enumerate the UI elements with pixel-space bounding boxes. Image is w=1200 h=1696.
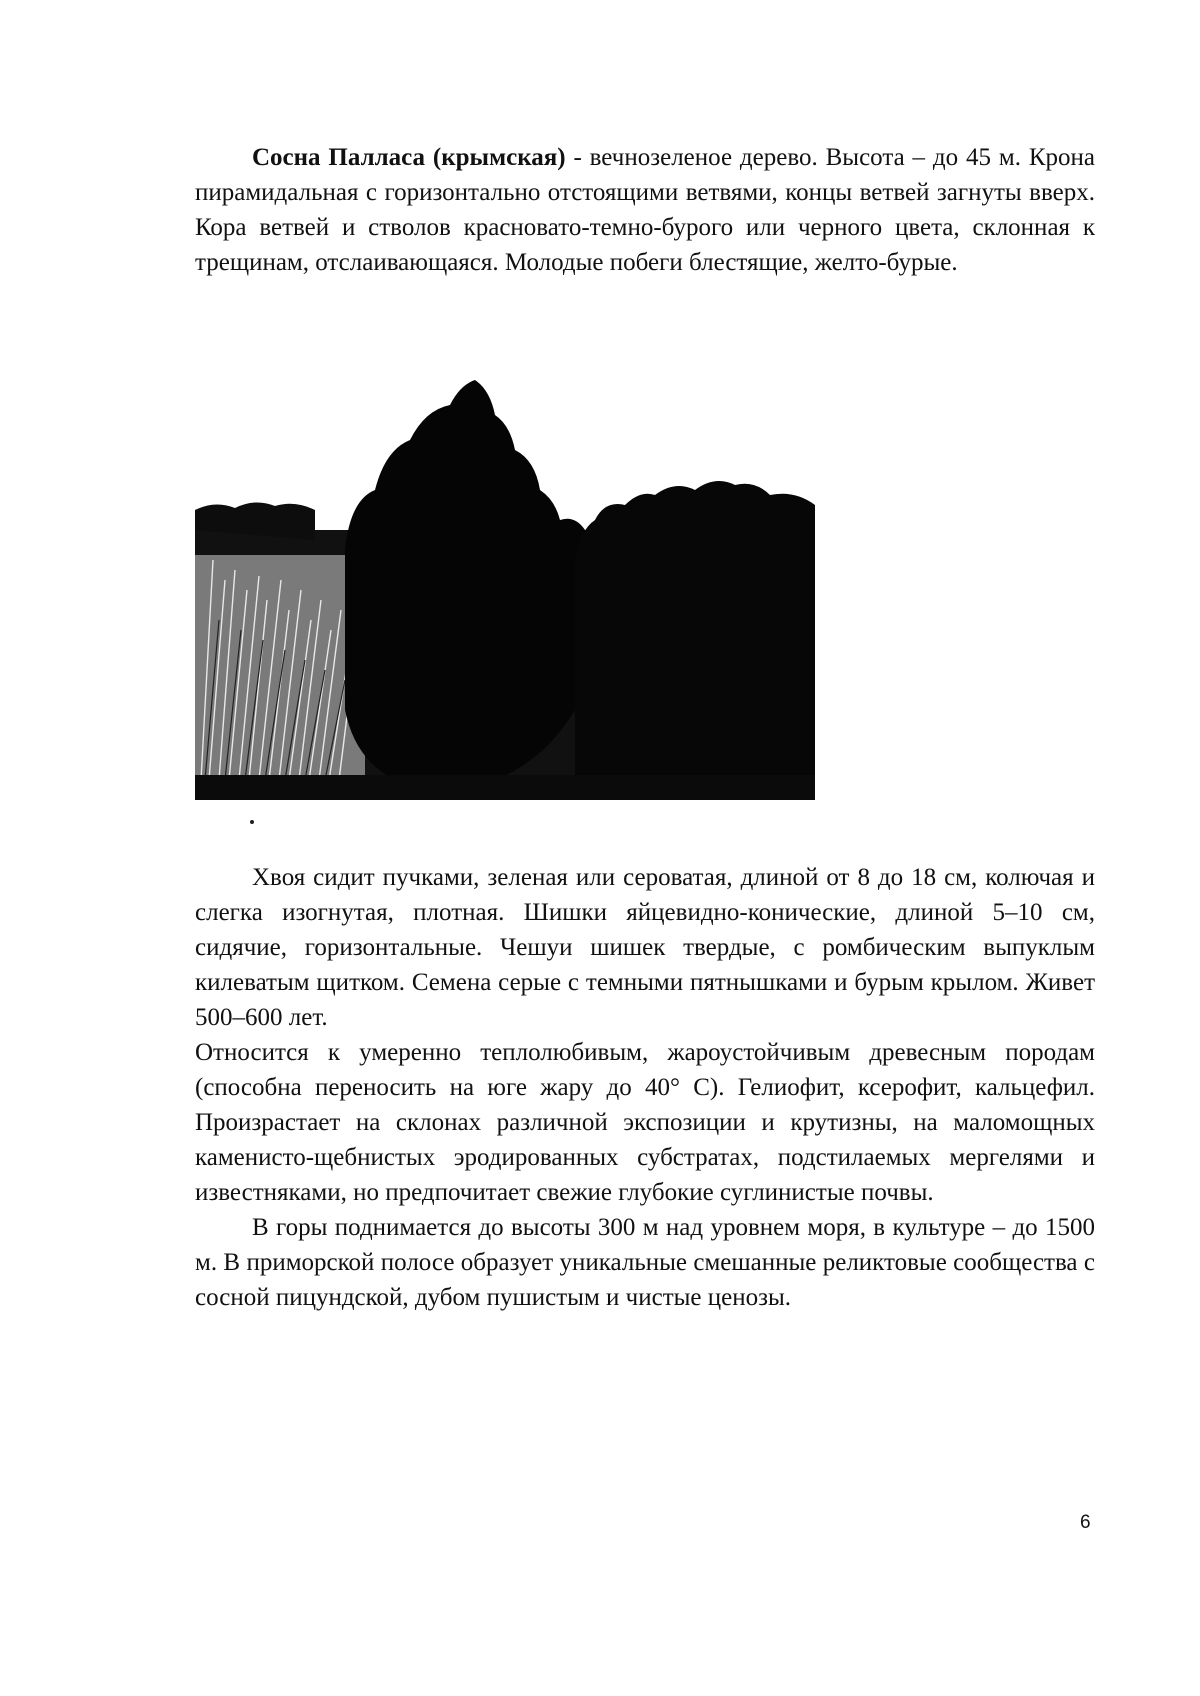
page-number: 6 (1080, 1512, 1091, 1533)
distribution-paragraph: В горы поднимается до высоты 300 м над уровнем моря, в культуре – до 1500 м. В приморской полосе образует уникальные смешанные реликтовые сообщества с сосной пицундской, дубом пушистым и чистые ценозы. (195, 1214, 1095, 1311)
stray-mark (250, 820, 254, 824)
intro-paragraph (195, 140, 1095, 280)
intro-text: - вечнозеленое дерево. Высота – до 45 м. Крона пирамидальная с горизонтально отстоящими ветвями, концы ветвей загнуты вверх. Кора ветвей и стволов красновато-темно-бурого или черного цвета, склонная к трещинам, отслаивающаяся. Молодые побеги блестящие, желто-бурые. (195, 144, 1095, 276)
species-name: Сосна Палласа (крымская) (252, 144, 566, 171)
description-body (195, 860, 1095, 1315)
pine-tree-photo (195, 380, 815, 800)
ecology-paragraph: Относится к умеренно теплолюбивым, жароустойчивым древесным породам (способна переносить на юге жару до 40° С). Гелиофит, ксерофит, кальцефил. Произрастает на склонах различной экспозиции и крутизны, на маломощных каменисто-щебнистых эродированных субстратах, подстилаемых мергелями и известняками, но предпочитает свежие глубокие суглинистые почвы. (195, 1039, 1095, 1206)
needles-cones-paragraph: Хвоя сидит пучками, зеленая или сероватая, длиной от 8 до 18 см, колючая и слегка изогнутая, плотная. Шишки яйцевидно-конические, длиной 5–10 см, сидячие, горизонтальные. Чешуи шишек твердые, с ромбическим выпуклым килеватым щитком. Семена серые с темными пятнышками и бурым крылом. Живет 500–600 лет. (195, 864, 1095, 1031)
